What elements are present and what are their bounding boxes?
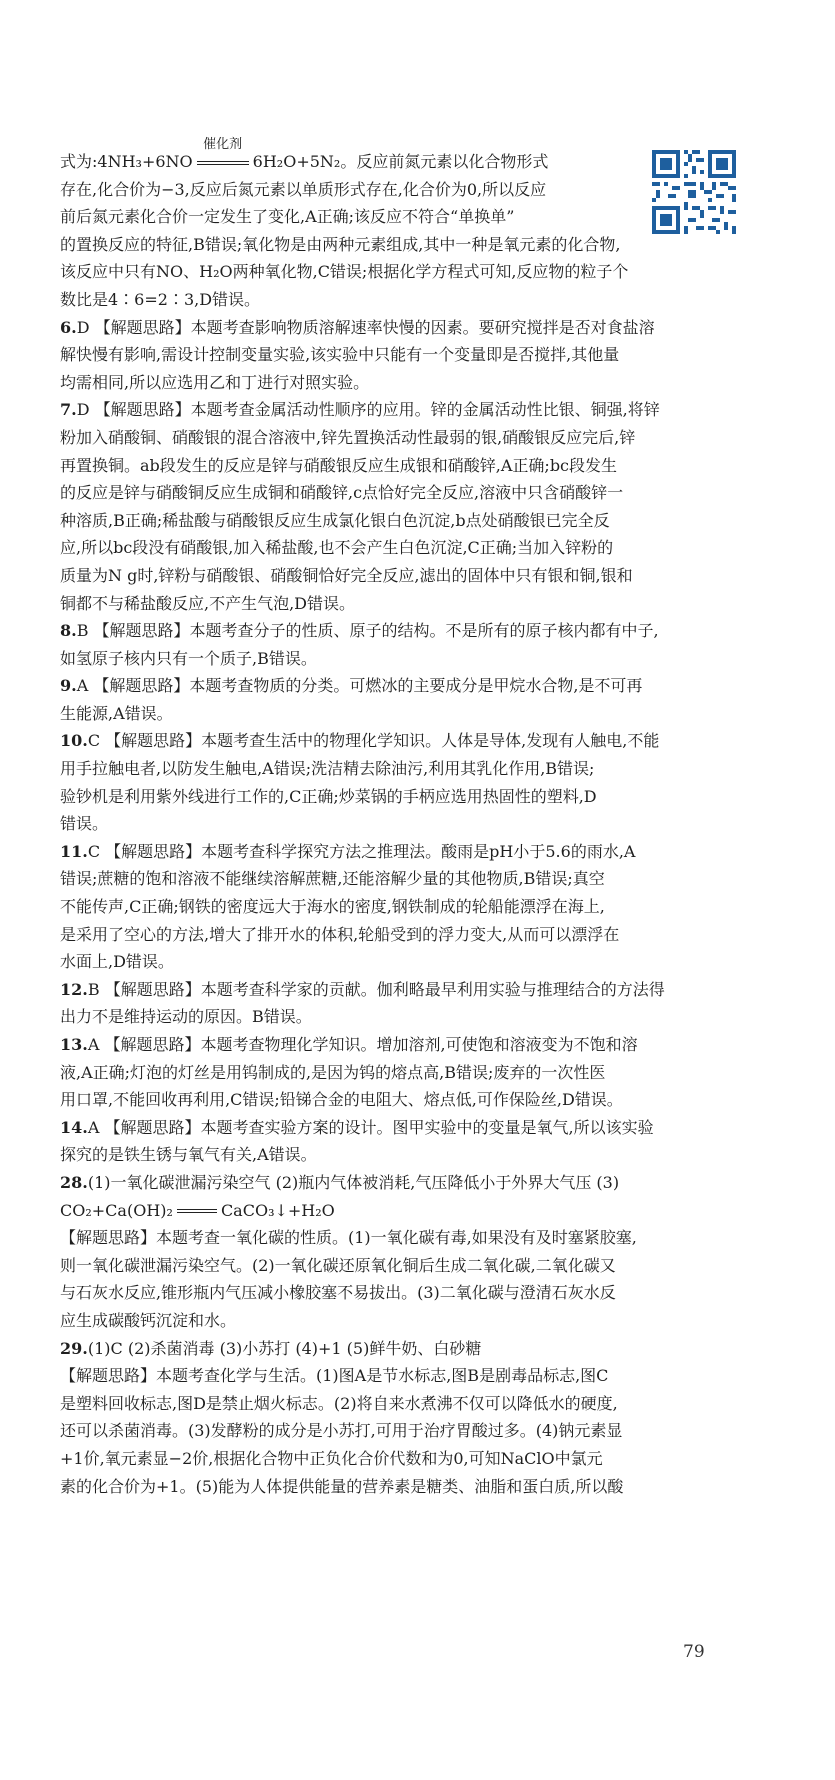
text-line: 出力不是维持运动的原因。B错误。 bbox=[60, 1007, 312, 1027]
text-line: 是塑料回收标志,图D是禁止烟火标志。(2)将自来水煮沸不仅可以降低水的硬度, bbox=[60, 1393, 618, 1413]
text-line: 11.C 【解题思路】本题考查科学探究方法之推理法。酸雨是pH小于5.6的雨水,A bbox=[60, 841, 636, 861]
text-line: 生能源,A错误。 bbox=[60, 703, 173, 723]
formula-line bbox=[60, 137, 742, 176]
text-line: 与石灰水反应,锥形瓶内气压减小橡胶塞不易拔出。(3)二氧化碳与澄清石灰水反 bbox=[60, 1283, 616, 1303]
page-number: 79 bbox=[683, 1642, 705, 1662]
text-line: 均需相同,所以应选用乙和丁进行对照实验。 bbox=[60, 372, 370, 392]
text-line: 是采用了空心的方法,增大了排开水的体积,轮船受到的浮力变大,从而可以漂浮在 bbox=[60, 924, 620, 944]
text-line: 8.B 【解题思路】本题考查分子的性质、原子的结构。不是所有的原子核内都有中子, bbox=[60, 621, 659, 641]
text-line: 的反应是锌与硝酸铜反应生成铜和硝酸锌,c点恰好完全反应,溶液中只含硝酸锌一 bbox=[60, 483, 624, 503]
text-line: 质量为N g时,锌粉与硝酸银、硝酸铜恰好完全反应,滤出的固体中只有银和铜,银和 bbox=[60, 565, 633, 585]
text-line: 数比是4∶6=2∶3,D错误。 bbox=[60, 289, 261, 309]
text-line: 则一氧化碳泄漏污染空气。(2)一氧化碳还原氧化铜后生成二氧化碳,二氧化碳又 bbox=[60, 1255, 616, 1275]
equation-28-right: CaCO₃↓+H₂O bbox=[220, 1200, 335, 1220]
text-line: 用手拉触电者,以防发生触电,A错误;洗洁精去除油污,利用其乳化作用,B错误; bbox=[60, 759, 595, 779]
text-line: 铜都不与稀盐酸反应,不产生气泡,D错误。 bbox=[60, 593, 356, 613]
text-line: 29.(1)C (2)杀菌消毒 (3)小苏打 (4)+1 (5)鲜牛奶、白砂糖 bbox=[60, 1338, 482, 1358]
equation-28-left: CO₂+Ca(OH)₂ bbox=[60, 1200, 173, 1220]
equation-28 bbox=[60, 1197, 742, 1225]
text-line: +1价,氧元素显−2价,根据化合物中正负化合价代数和为0,可知NaClO中氯元 bbox=[60, 1448, 603, 1468]
text-line: 还可以杀菌消毒。(3)发酵粉的成分是小苏打,可用于治疗胃酸过多。(4)钠元素显 bbox=[60, 1421, 623, 1441]
text-line: 粉加入硝酸铜、硝酸银的混合溶液中,锌先置换活动性最弱的银,硝酸银反应完后,锌 bbox=[60, 427, 636, 447]
text-line: 液,A正确;灯泡的灯丝是用钨制成的,是因为钨的熔点高,B错误;废弃的一次性医 bbox=[60, 1062, 606, 1082]
text-line: 应生成碳酸钙沉淀和水。 bbox=[60, 1310, 237, 1330]
text-line: 用口罩,不能回收再利用,C错误;铅锑合金的电阻大、熔点低,可作保险丝,D错误。 bbox=[60, 1090, 623, 1110]
text-line: 的置换反应的特征,B错误;氧化物是由两种元素组成,其中一种是氧元素的化合物, bbox=[60, 234, 621, 254]
text-line: 不能传声,C正确;钢铁的密度远大于海水的密度,钢铁制成的轮船能漂浮在海上, bbox=[60, 897, 605, 917]
text-line: 12.B 【解题思路】本题考查科学家的贡献。伽利略最早利用实验与推理结合的方法得 bbox=[60, 979, 665, 999]
formula-suffix: 6H₂O+5N₂。反应前氮元素以化合物形式 bbox=[252, 152, 549, 171]
catalyst-label: 催化剂 bbox=[203, 137, 243, 152]
text-line: 再置换铜。ab段发生的反应是锌与硝酸银反应生成银和硝酸锌,A正确;bc段发生 bbox=[60, 455, 618, 475]
text-line: 解快慢有影响,需设计控制变量实验,该实验中只能有一个变量即是否搅拌,其他量 bbox=[60, 345, 620, 365]
answer-block-1 bbox=[60, 137, 742, 1500]
text-line: 7.D 【解题思路】本题考查金属活动性顺序的应用。锌的金属活动性比银、铜强,将锌 bbox=[60, 400, 660, 420]
text-line: 9.A 【解题思路】本题考查物质的分类。可燃冰的主要成分是甲烷水合物,是不可再 bbox=[60, 676, 643, 696]
text-line: 应,所以bc段没有硝酸银,加入稀盐酸,也不会产生白色沉淀,C正确;当加入锌粉的 bbox=[60, 538, 614, 558]
text-line: 错误;蔗糖的饱和溶液不能继续溶解蔗糖,还能溶解少量的其他物质,B错误;真空 bbox=[60, 869, 605, 889]
text-line: 存在,化合价为−3,反应后氮元素以单质形式存在,化合价为0,所以反应 bbox=[60, 179, 547, 199]
text-line: 13.A 【解题思路】本题考查物理化学知识。增加溶剂,可使饱和溶液变为不饱和溶 bbox=[60, 1035, 638, 1054]
text-line: 错误。 bbox=[60, 814, 109, 834]
text-line: 10.C 【解题思路】本题考查生活中的物理化学知识。人体是导体,发现有人触电,不能 bbox=[60, 731, 660, 751]
text-line: 6.D 【解题思路】本题考查影响物质溶解速率快慢的因素。要研究搅拌是否对食盐溶 bbox=[60, 317, 655, 337]
text-line: 探究的是铁生锈与氧气有关,A错误。 bbox=[60, 1145, 317, 1165]
text-lines-1 bbox=[60, 176, 742, 1197]
text-line: 如氢原子核内只有一个质子,B错误。 bbox=[60, 648, 317, 668]
text-line: 水面上,D错误。 bbox=[60, 952, 174, 972]
text-line: 素的化合价为+1。(5)能为人体提供能量的营养素是糖类、油脂和蛋白质,所以酸 bbox=[60, 1476, 624, 1496]
text-line: 【解题思路】本题考查一氧化碳的性质。(1)一氧化碳有毒,如果没有及时塞紧胶塞, bbox=[60, 1228, 637, 1248]
text-line: 该反应中只有NO、H₂O两种氧化物,C错误;根据化学方程式可知,反应物的粒子个 bbox=[60, 262, 629, 282]
text-line: 前后氮元素化合价一定发生了变化,A正确;该反应不符合“单换单” bbox=[60, 207, 515, 227]
text-line: 验钞机是利用紫外线进行工作的,C正确;炒菜锅的手柄应选用热固性的塑料,D bbox=[60, 786, 597, 806]
text-lines-2 bbox=[60, 1224, 742, 1500]
catalyst-equals-sign bbox=[195, 137, 251, 176]
text-line: 28.(1)一氧化碳泄漏污染空气 (2)瓶内气体被消耗,气压降低小于外界大气压 (3) bbox=[60, 1172, 620, 1192]
text-line: 【解题思路】本题考查化学与生活。(1)图A是节水标志,图B是剧毒品标志,图C bbox=[60, 1366, 609, 1386]
equals-sign bbox=[175, 1197, 219, 1225]
text-line: 14.A 【解题思路】本题考查实验方案的设计。图甲实验中的变量是氧气,所以该实验 bbox=[60, 1117, 654, 1137]
formula-prefix: 式为:4NH₃+6NO bbox=[60, 152, 193, 171]
text-line: 种溶质,B正确;稀盐酸与硝酸银反应生成氯化银白色沉淀,b点处硝酸银已完全反 bbox=[60, 510, 610, 530]
